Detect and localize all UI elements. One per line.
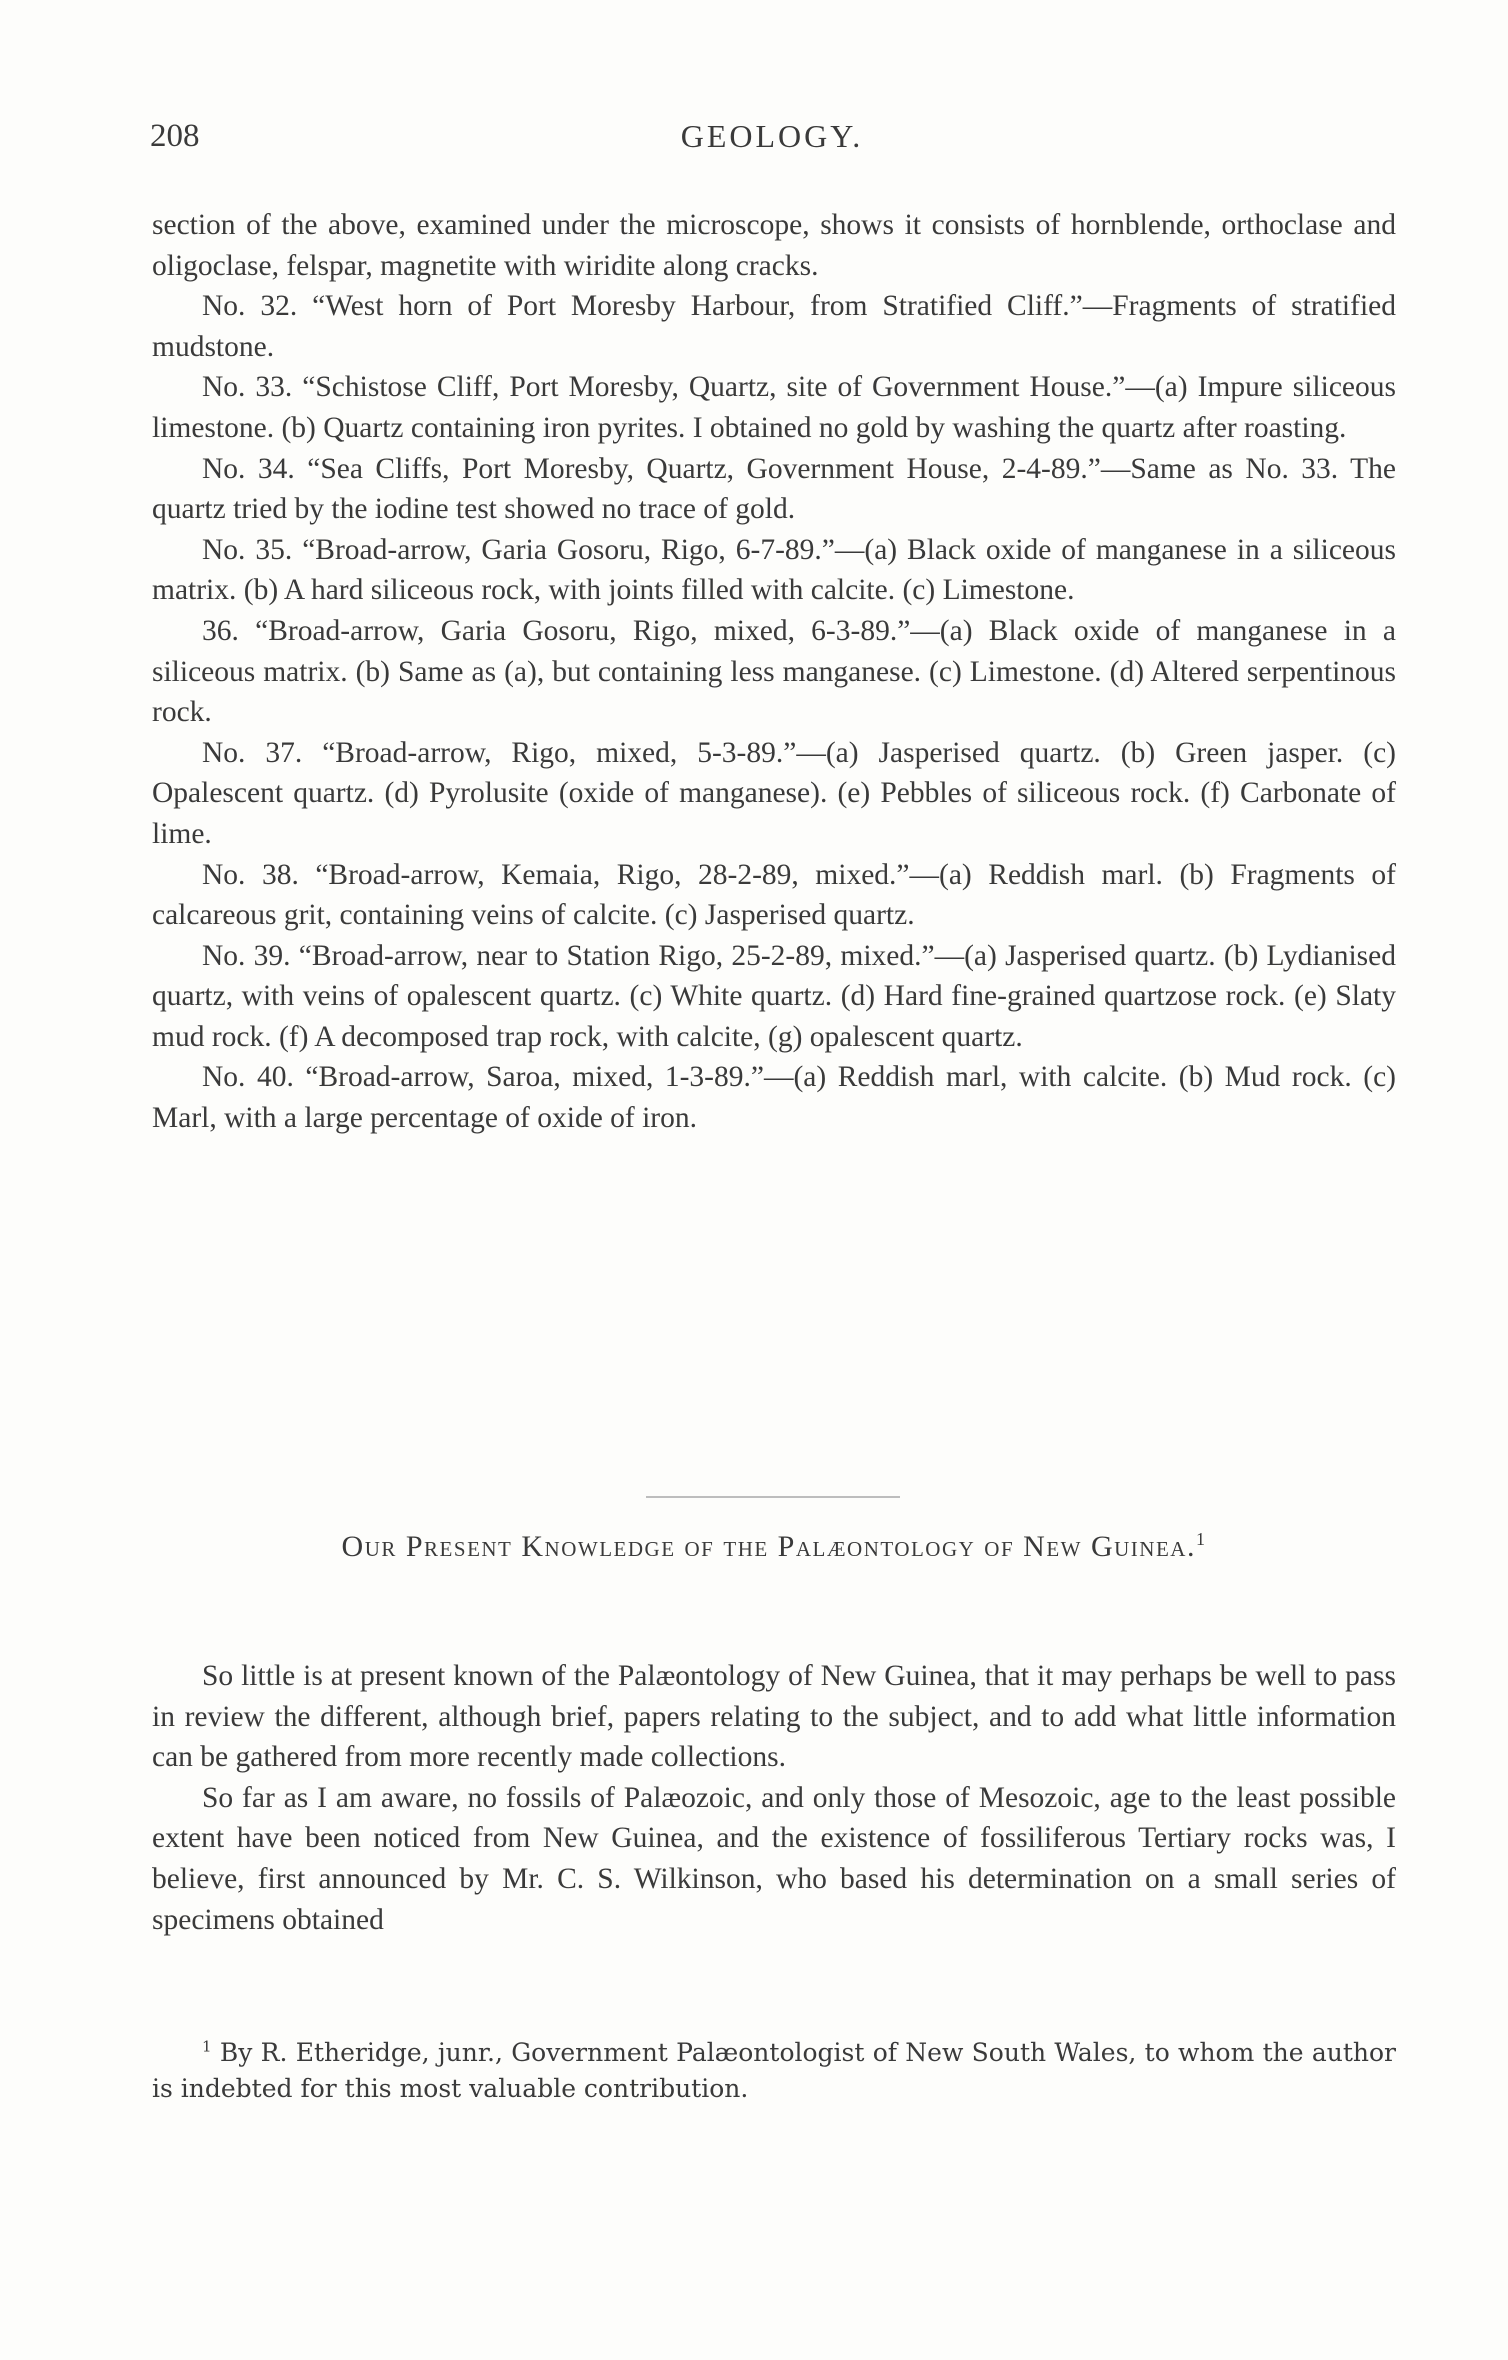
running-head: GEOLOGY. [680, 118, 864, 154]
entry-no-37: No. 37. “Broad-arrow, Rigo, mixed, 5-3-89.”—(a) Jasperised quartz. (b) Green jasper. (c) Opalescent quartz. (d) Pyrolusite (oxide of manganese). (e) Pebbles of siliceous rock. (f) Carbonate of lime. [152, 736, 1396, 850]
entry-no-34: No. 34. “Sea Cliffs, Port Moresby, Quartz, Government House, 2-4-89.”—Same as No. 33. The quartz tried by the iodine test showed no trace of gold. [152, 452, 1396, 526]
entry-no-38: No. 38. “Broad-arrow, Kemaia, Rigo, 28-2-89, mixed.”—(a) Reddish marl. (b) Fragments of calcareous grit, containing veins of calcite. (c) Jasperised quartz. [152, 858, 1396, 932]
entry-no-32: No. 32. “West horn of Port Moresby Harbour, from Stratified Cliff.”—Fragments of stratified mudstone. [152, 290, 1396, 363]
entry-no-36: 36. “Broad-arrow, Garia Gosoru, Rigo, mixed, 6-3-89.”—(a) Black oxide of manganese in a siliceous matrix. (b) Same as (a), but containing less manganese. (c) Limestone. (d) Altered serpentinous rock. [152, 614, 1396, 729]
section-paragraph: So far as I am aware, no fossils of Palæozoic, and only those of Mesozoic, age to the least possible extent have been noticed from New Guinea, and the existence of fossiliferous Tertiary rocks was, I believe, first announced by Mr. C. S. Wilkinson, who based his determination on a small series of specimens obtained [152, 1781, 1396, 1936]
entry-continuation: section of the above, examined under the microscope, shows it consists of hornblende, orthoclase and oligoclase, felspar, magnetite with wiridite along cracks. [152, 209, 1396, 282]
page-header [150, 118, 1394, 168]
entry-no-40: No. 40. “Broad-arrow, Saroa, mixed, 1-3-89.”—(a) Reddish marl, with calcite. (b) Mud rock. (c) Marl, with a large percentage of oxide of iron. [152, 1061, 1396, 1135]
entry-no-39: No. 39. “Broad-arrow, near to Station Rigo, 25-2-89, mixed.”—(a) Jasperised quartz. (b) Lydianised quartz, with veins of opalescent quartz. (c) White quartz. (d) Hard fine-grained quartzose rock. (e) Slaty mud rock. (f) A decomposed trap rock, with calcite, (g) opalescent quartz. [152, 939, 1396, 1053]
footnote [152, 2035, 1396, 2107]
footnote-marker: 1 [202, 2037, 212, 2056]
section-title [152, 1530, 1396, 1564]
entry-no-33: No. 33. “Schistose Cliff, Port Moresby, Quartz, site of Government House.”—(a) Impure siliceous limestone. (b) Quartz containing iron pyrites. I obtained no gold by washing the quartz after roasting. [152, 371, 1396, 444]
title-footnote-marker: 1 [1195, 1529, 1207, 1549]
section-paragraph: So little is at present known of the Palæontology of New Guinea, that it may perhaps be well to pass in review the different, although brief, papers relating to the subject, and to add what little information can be gathered from more recently made collections. [152, 1660, 1396, 1774]
footnote-paragraph [152, 2035, 1396, 2107]
entry-no-35: No. 35. “Broad-arrow, Garia Gosoru, Rigo, 6-7-89.”—(a) Black oxide of manganese in a siliceous matrix. (b) A hard siliceous rock, with joints filled with calcite. (c) Limestone. [152, 533, 1396, 607]
section-divider [646, 1496, 900, 1498]
section-heading-block [152, 1530, 1396, 1564]
page-number: 208 [150, 118, 200, 154]
section-body [152, 1656, 1396, 1940]
section-title-text: Our Present Knowledge of the Palæontology of New Guinea. [341, 1530, 1196, 1563]
footnote-text: By R. Etheridge, junr., Government Palæontologist of New South Wales, to whom the author is indebted for this most valuable contribution. [152, 2038, 1396, 2103]
specimen-entries [152, 205, 1396, 1139]
